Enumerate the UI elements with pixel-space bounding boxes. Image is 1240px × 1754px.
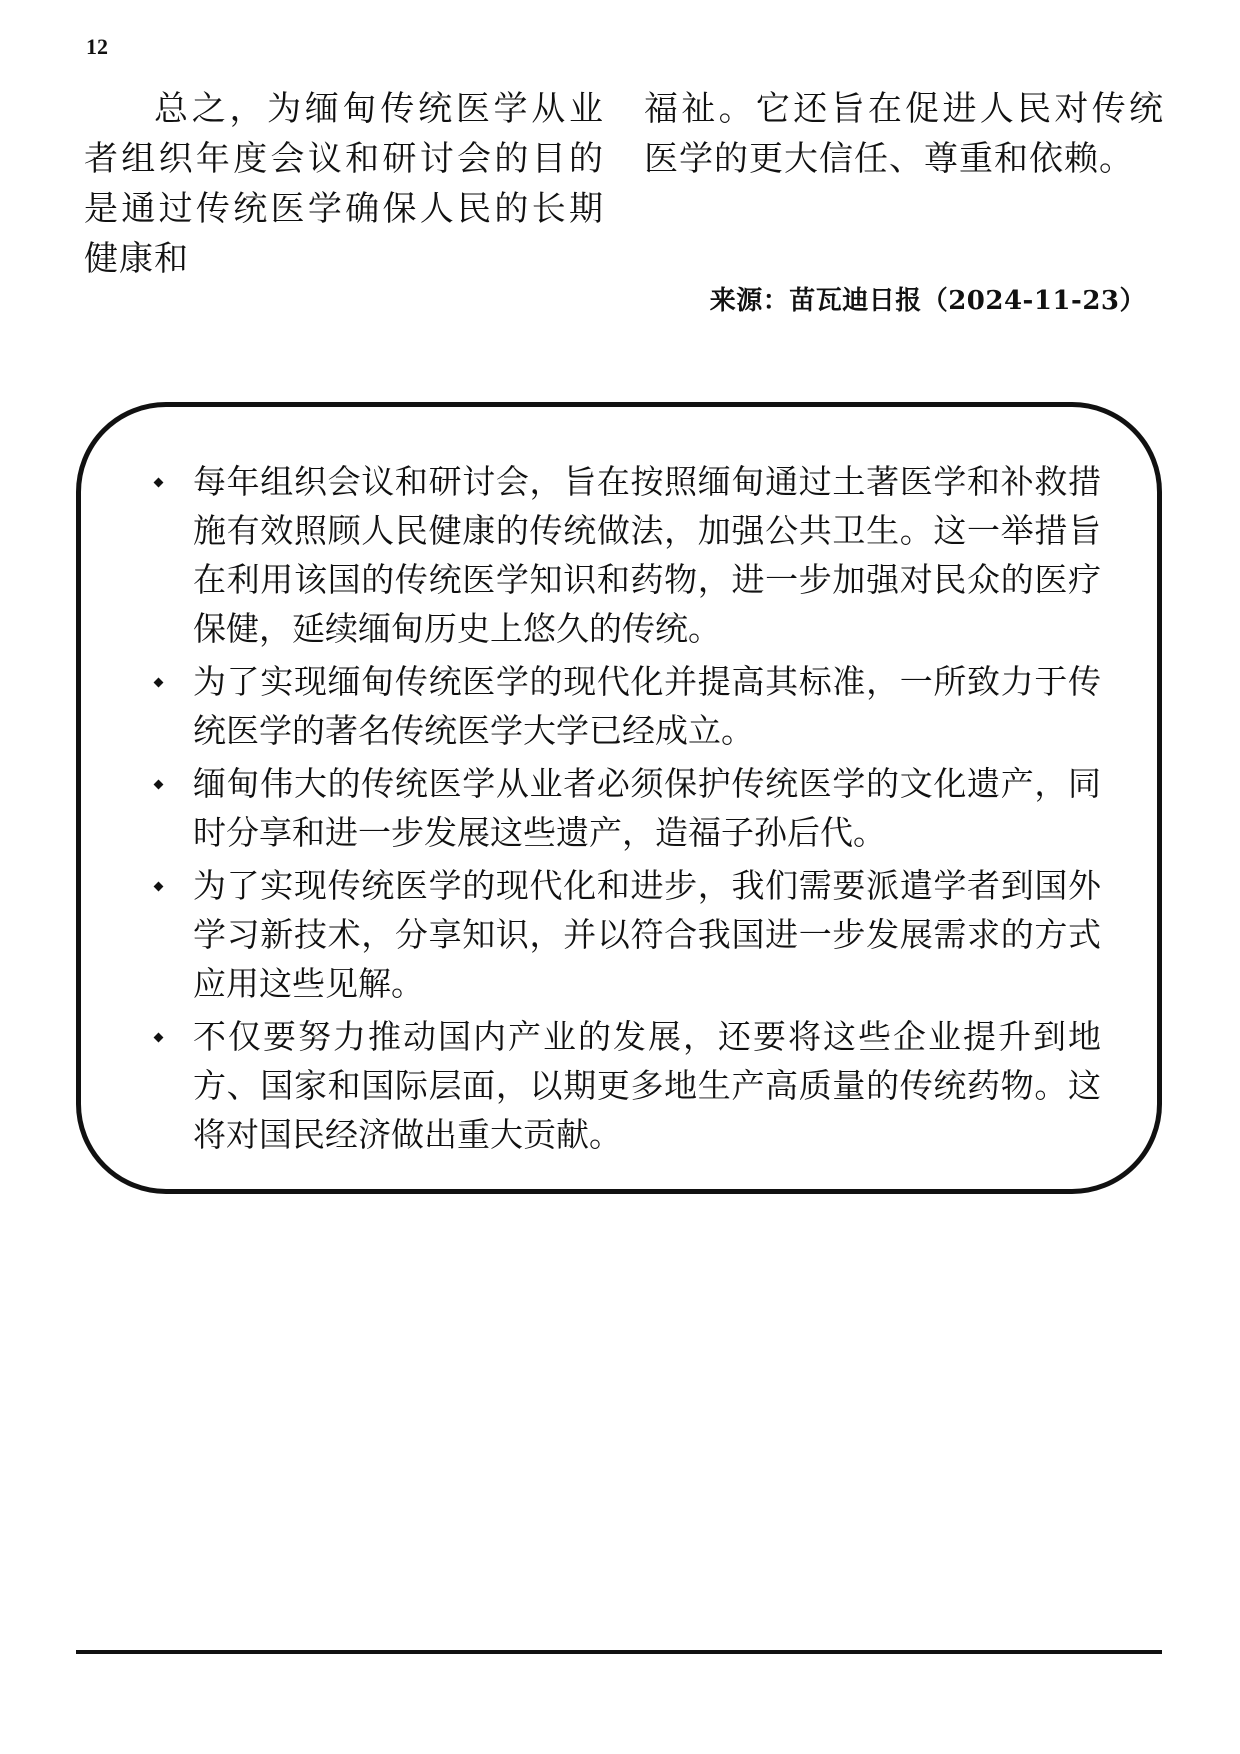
diamond-bullet-icon (154, 882, 164, 892)
summary-item-text: 缅甸伟大的传统医学从业者必须保护传统医学的文化遗产，同时分享和进一步发展这些遗产，造福子孙后代。 (193, 764, 1101, 852)
footer-divider (76, 1650, 1162, 1654)
summary-item-text: 为了实现缅甸传统医学的现代化并提高其标准，一所致力于传统医学的著名传统医学大学已经成立。 (193, 662, 1101, 750)
summary-item-text: 每年组织会议和研讨会，旨在按照缅甸通过土著医学和补救措施有效照顾人民健康的传统做法，加强公共卫生。这一举措旨在利用该国的传统医学知识和药物，进一步加强对民众的医疗保健，延续缅甸历史上悠久的传统。 (193, 462, 1101, 648)
article-paragraph-right: 福祉。它还旨在促进人民对传统医学的更大信任、尊重和依赖。 (644, 89, 1164, 179)
article-column-right (644, 84, 1164, 184)
article-source: 来源：苗瓦迪日报（2024-11-23） (709, 286, 1146, 316)
summary-item (121, 657, 1101, 755)
diamond-bullet-icon (154, 478, 164, 488)
summary-item (121, 1012, 1101, 1159)
diamond-bullet-icon (154, 1033, 164, 1043)
diamond-bullet-icon (154, 780, 164, 790)
summary-item (121, 457, 1101, 653)
article-paragraph-left: 总之，为缅甸传统医学从业者组织年度会议和研讨会的目的是通过传统医学确保人民的长期健康和 (84, 89, 604, 279)
page-number: 12 (86, 34, 108, 59)
summary-item-text: 为了实现传统医学的现代化和进步，我们需要派遣学者到国外学习新技术，分享知识，并以符合我国进一步发展需求的方式应用这些见解。 (193, 866, 1101, 1003)
article-column-left (84, 84, 604, 284)
summary-item-text: 不仅要努力推动国内产业的发展，还要将这些企业提升到地方、国家和国际层面，以期更多地生产高质量的传统药物。这将对国民经济做出重大贡献。 (193, 1017, 1101, 1154)
summary-item (121, 759, 1101, 857)
summary-box (76, 402, 1162, 1194)
diamond-bullet-icon (154, 678, 164, 688)
summary-list (121, 457, 1101, 1159)
summary-item (121, 861, 1101, 1008)
